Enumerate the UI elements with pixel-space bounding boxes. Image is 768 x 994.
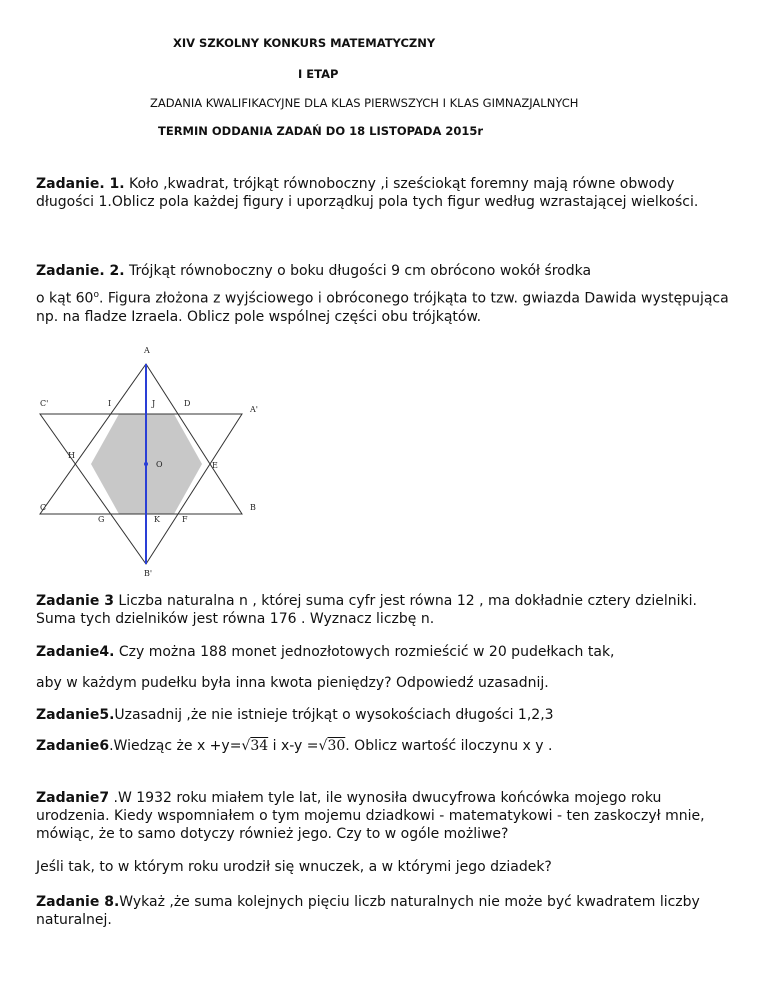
task-2-text-b: o kąt 60 [36, 290, 94, 307]
task-8-title: Zadanie 8. [36, 894, 120, 910]
stage-label: I ETAP [298, 67, 339, 81]
task-2-text-c: . Figura złożona z wyjściowego i obróconego trójkąta to tzw. gwiazda Dawida występująca np. na fladze Izraela. Oblicz pole wspólnej części obu trójkątów. [36, 290, 729, 325]
task-1-title: Zadanie. 1. [36, 176, 125, 192]
task-6-text-b: i x-y = [268, 738, 319, 754]
label-k: K [154, 515, 160, 524]
task-2-text-a: Trójkąt równoboczny o boku długości 9 cm obrócono wokół środka [124, 263, 592, 279]
task-5 [36, 706, 736, 724]
root-sign-2: √ [318, 738, 328, 754]
label-b: B [250, 503, 256, 512]
label-g: G [98, 515, 105, 524]
task-6 [36, 737, 736, 755]
task-7-text-a: .W 1932 roku miałem tyle lat, ile wynosiła dwucyfrowa końcówka mojego roku urodzenia. Kiedy wspomniałem o tym mojemu dziadkowi - matematykowi - ten zaskoczył mnie, mówiąc, że to samo dotyczy również jego. Czy to w ogóle możliwe? [36, 790, 705, 842]
label-f: F [182, 515, 188, 524]
label-a-prime: A' [250, 405, 258, 414]
center-point [144, 462, 148, 466]
label-o: O [156, 460, 163, 469]
label-e: E [212, 461, 218, 470]
label-c: C [40, 503, 47, 512]
task-3 [36, 592, 736, 628]
task-5-text: Uzasadnij ,że nie istnieje trójkąt o wysokościach długości 1,2,3 [114, 707, 554, 723]
task-7-cont [36, 858, 736, 876]
task-6-text-a: .Wiedząc że x +y= [109, 738, 242, 754]
task-7 [36, 789, 736, 843]
task-6-root-1: 34 [250, 738, 269, 754]
task-3-title: Zadanie 3 [36, 593, 114, 609]
task-2-title: Zadanie. 2. [36, 263, 125, 279]
task-4-title: Zadanie4. [36, 644, 115, 660]
task-6-text-c: . Oblicz wartość iloczynu x y . [345, 738, 553, 754]
task-8 [36, 893, 736, 929]
label-j: J [152, 399, 156, 408]
task-6-root-2: 30 [327, 738, 346, 754]
task-6-title: Zadanie6 [36, 738, 110, 754]
task-7-text-b: Jeśli tak, to w którym roku urodził się wnuczek, a w którymi jego dziadek? [36, 859, 552, 875]
deadline-heading: TERMIN ODDANIA ZADAŃ DO 18 LISTOPADA 2015r [158, 124, 484, 138]
task-3-text: Liczba naturalna n , której suma cyfr jest równa 12 , ma dokładnie cztery dzielniki. Suma tych dzielników jest równa 176 . Wyznacz liczbę n. [36, 593, 697, 627]
star-of-david-figure [30, 340, 280, 580]
task-4-text-b: aby w każdym pudełku była inna kwota pieniędzy? Odpowiedź uzasadnij. [36, 675, 549, 691]
task-1-text: Koło ,kwadrat, trójkąt równoboczny ,i sześciokąt foremny mają równe obwody długości 1.Oblicz pola każdej figury i uporządkuj pola tych figur według wzrastającej wielkości. [36, 176, 699, 210]
task-8-text: Wykaż ,że suma kolejnych pięciu liczb naturalnych nie może być kwadratem liczby naturalnej. [36, 894, 700, 928]
task-7-title: Zadanie7 [36, 790, 110, 806]
task-4-cont [36, 674, 736, 692]
root-sign-1: √ [241, 738, 251, 754]
label-c-prime: C' [40, 399, 49, 408]
task-2 [36, 262, 736, 280]
label-d: D [184, 399, 191, 408]
task-4 [36, 643, 736, 661]
label-a: A [144, 346, 150, 355]
contest-title: XIV SZKOLNY KONKURS MATEMATYCZNY [173, 36, 436, 50]
task-2-cont [36, 286, 736, 326]
qualification-heading: ZADANIA KWALIFIKACYJNE DLA KLAS PIERWSZYCH I KLAS GIMNAZJALNYCH [150, 96, 579, 110]
task-1 [36, 175, 736, 211]
label-h: H [68, 451, 75, 460]
label-b-prime: B' [144, 569, 153, 578]
label-i: I [108, 399, 112, 408]
task-2-degree: o [93, 290, 99, 300]
task-4-text-a: Czy można 188 monet jednozłotowych rozmieścić w 20 pudełkach tak, [114, 644, 615, 660]
task-5-title: Zadanie5. [36, 707, 115, 723]
